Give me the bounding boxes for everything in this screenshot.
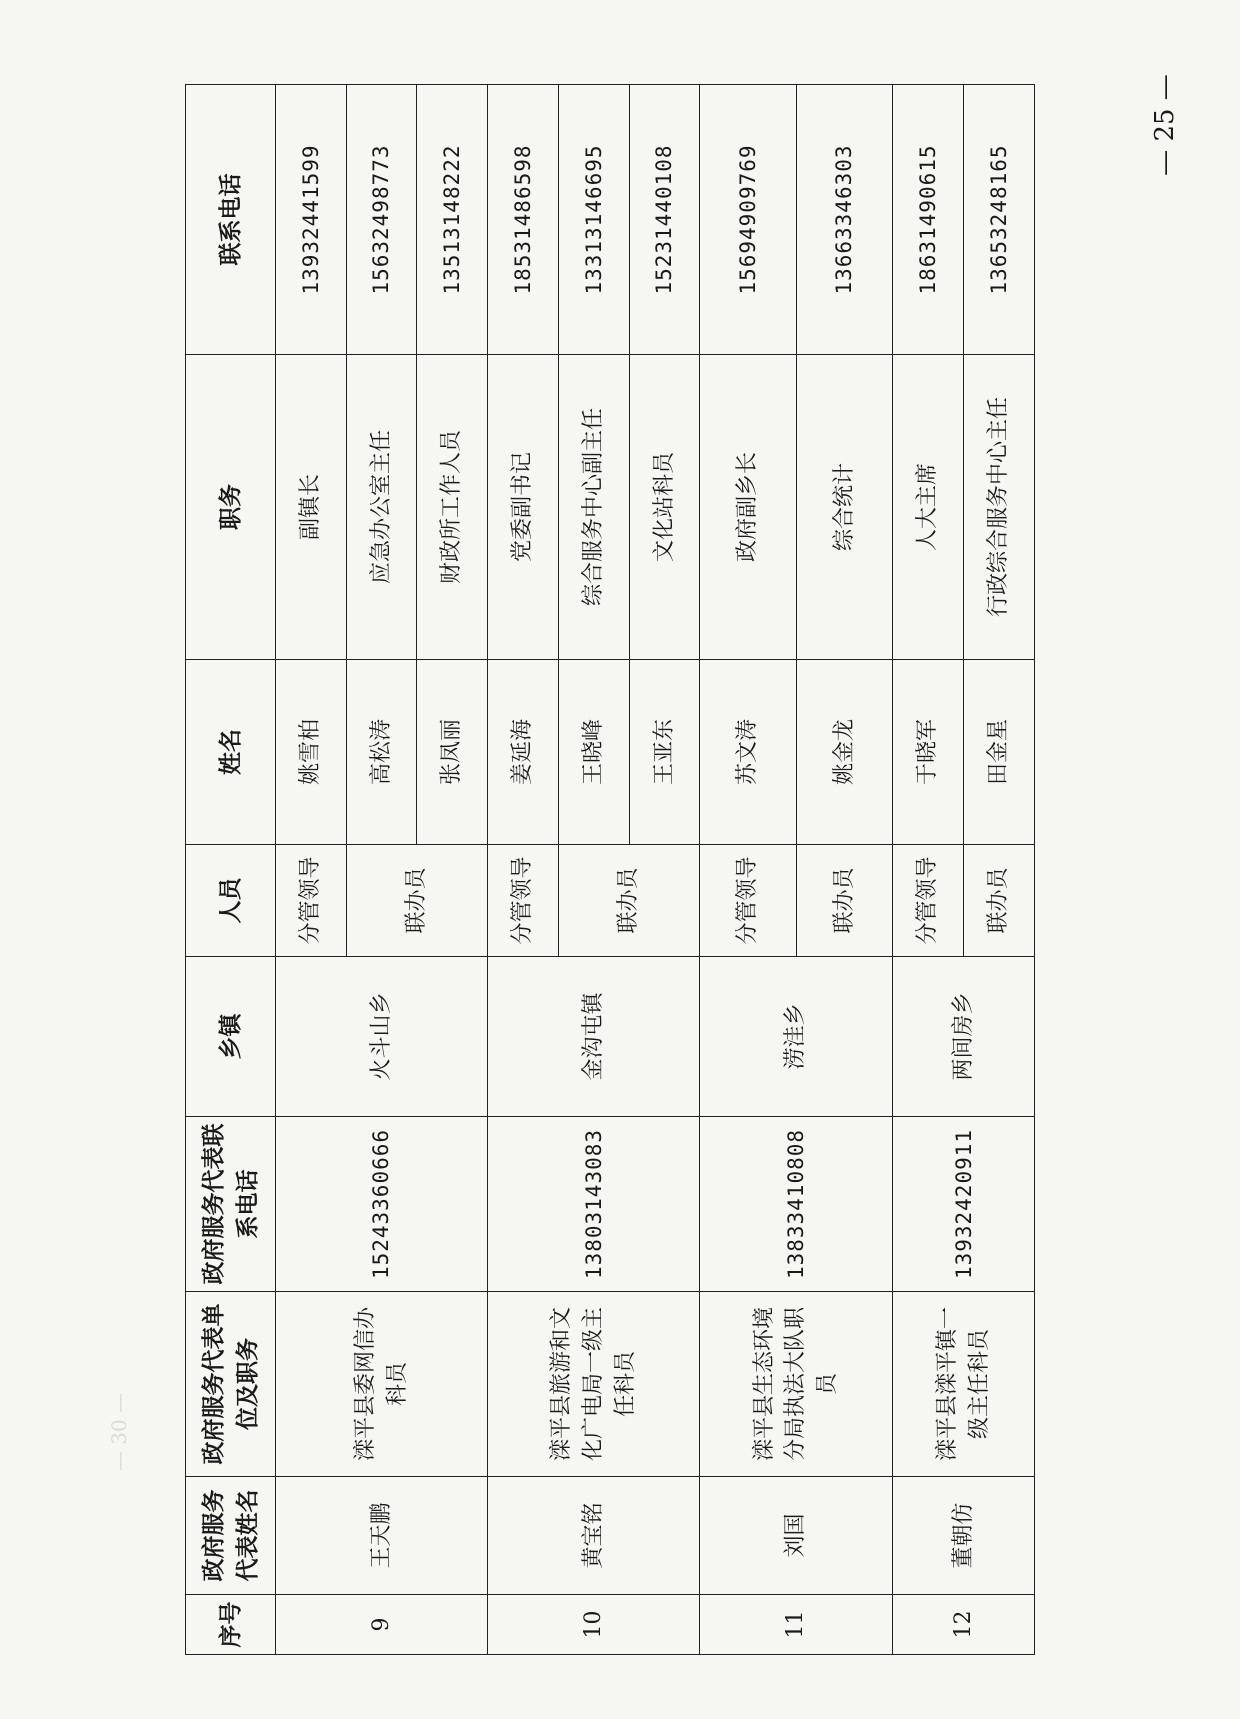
role-cell: 分管领导 [700,845,797,957]
name-cell: 姚金龙 [796,660,893,845]
header-rep-phone: 政府服务代表联系电话 [186,1117,276,1292]
rep-name-cell: 黄宝铭 [488,1477,700,1595]
seq-cell: 12 [893,1595,1035,1655]
header-name: 姓名 [186,660,276,845]
town-cell: 金沟屯镇 [488,957,700,1117]
header-role: 人员 [186,845,276,957]
role-cell: 分管领导 [488,845,559,957]
name-cell: 王亚东 [629,660,700,845]
rep-unit-cell: 滦平县委网信办科员 [276,1292,488,1477]
name-cell: 姜延海 [488,660,559,845]
header-row [186,85,276,1655]
phone-cell: 13653248165 [964,85,1035,355]
header-rep-name: 政府服务代表姓名 [186,1477,276,1595]
position-cell: 综合服务中心副主任 [558,355,629,660]
role-cell: 联办员 [964,845,1035,957]
phone-cell: 15231440108 [629,85,700,355]
header-position: 职务 [186,355,276,660]
position-cell: 行政综合服务中心主任 [964,355,1035,660]
table-row [276,85,347,1655]
rep-phone-cell: 13803143083 [488,1117,700,1292]
rep-name-cell: 王天鹏 [276,1477,488,1595]
header-seq: 序号 [186,1595,276,1655]
header-town: 乡镇 [186,957,276,1117]
name-cell: 张凤丽 [417,660,488,845]
table-row [700,85,797,1655]
phone-cell: 15632498773 [346,85,417,355]
role-cell: 联办员 [346,845,487,957]
rep-unit-cell: 滦平县滦平镇一级主任科员 [893,1292,1035,1477]
seq-cell: 10 [488,1595,700,1655]
role-cell: 分管领导 [893,845,964,957]
rep-name-cell: 董朝仿 [893,1477,1035,1595]
name-cell: 王晓峰 [558,660,629,845]
rotated-table-sheet [185,85,1035,1655]
name-cell: 姚雪柏 [276,660,347,845]
phone-cell: 18531486598 [488,85,559,355]
phone-cell: 13932441599 [276,85,347,355]
name-cell: 高松涛 [346,660,417,845]
phone-cell: 13663346303 [796,85,893,355]
position-cell: 应急办公室主任 [346,355,417,660]
rep-phone-cell: 13932420911 [893,1117,1035,1292]
position-cell: 副镇长 [276,355,347,660]
rep-phone-cell: 15243360666 [276,1117,488,1292]
position-cell: 财政所工作人员 [417,355,488,660]
position-cell: 人大主席 [893,355,964,660]
header-phone: 联系电话 [186,85,276,355]
page-number [1135,40,1195,210]
name-cell: 苏文涛 [700,660,797,845]
page-number-text: — 25 — [1150,74,1180,176]
seq-cell: 11 [700,1595,893,1655]
role-cell: 联办员 [796,845,893,957]
table-row [488,85,559,1655]
rep-name-cell: 刘国 [700,1477,893,1595]
position-cell: 综合统计 [796,355,893,660]
town-cell: 火斗山乡 [276,957,488,1117]
name-cell: 田金星 [964,660,1035,845]
position-cell: 文化站科员 [629,355,700,660]
town-cell: 两间房乡 [893,957,1035,1117]
seq-cell: 9 [276,1595,488,1655]
town-cell: 涝洼乡 [700,957,893,1117]
position-cell: 党委副书记 [488,355,559,660]
name-cell: 于晓军 [893,660,964,845]
rep-unit-cell: 滦平县旅游和文化广电局一级主任科员 [488,1292,700,1477]
service-representative-table [185,84,1035,1655]
role-cell: 联办员 [558,845,699,957]
header-rep-unit: 政府服务代表单位及职务 [186,1292,276,1477]
phone-cell: 18631490615 [893,85,964,355]
position-cell: 政府副乡长 [700,355,797,660]
rep-unit-cell: 滦平县生态环境分局执法大队职员 [700,1292,893,1477]
phone-cell: 13513148222 [417,85,488,355]
table-row [893,85,964,1655]
role-cell: 分管领导 [276,845,347,957]
phone-cell: 15694909769 [700,85,797,355]
bleed-through-page-number: — 30 — [107,1392,132,1472]
phone-cell: 13313146695 [558,85,629,355]
rep-phone-cell: 13833410808 [700,1117,893,1292]
